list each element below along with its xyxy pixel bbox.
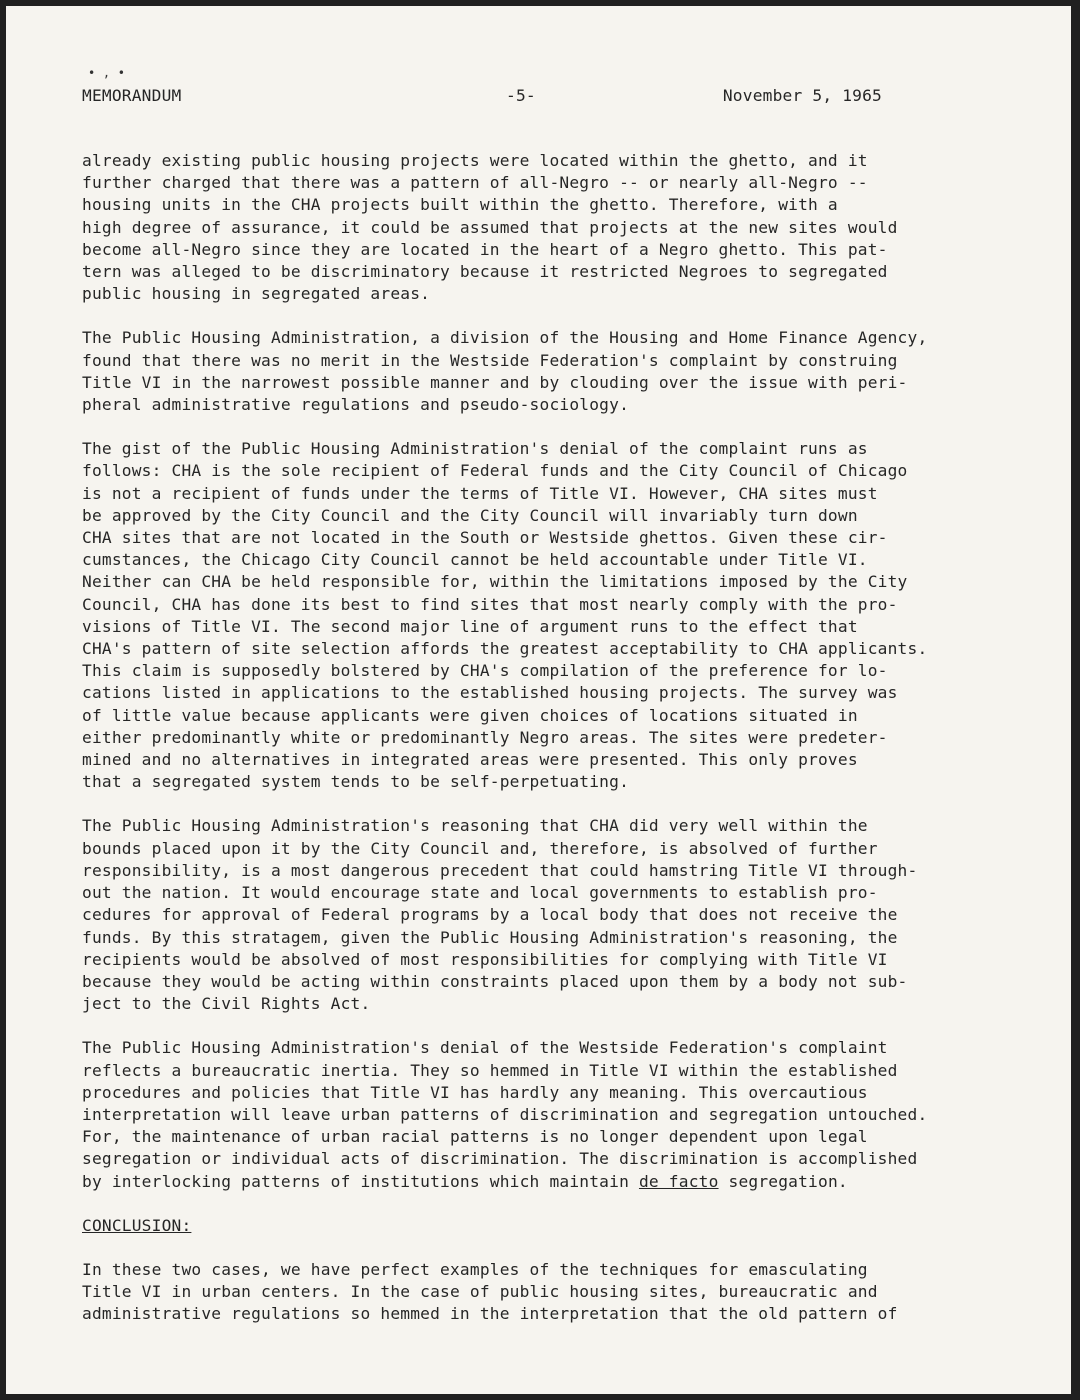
text-line: because they would be acting within constraints placed upon them by a body not sub- [82, 971, 908, 991]
text-line: The Public Housing Administration's denial of the Westside Federation's complaint [82, 1038, 888, 1058]
text-line: administrative regulations so hemmed in the interpretation that the old pattern of [82, 1304, 898, 1324]
text-line: CHA's pattern of site selection affords the greatest acceptability to CHA applicants. [82, 639, 928, 659]
conclusion-paragraph [82, 1259, 1002, 1326]
text-line: procedures and policies that Title VI has hardly any meaning. This overcautious [82, 1082, 868, 1102]
text-line: The gist of the Public Housing Administration's denial of the complaint runs as [82, 439, 868, 459]
text-line: This claim is supposedly bolstered by CHA's compilation of the preference for lo- [82, 661, 888, 681]
text-line: be approved by the City Council and the City Council will invariably turn down [82, 505, 858, 525]
paragraph [82, 1037, 1002, 1192]
page-number: -5- [506, 86, 536, 105]
text-line: high degree of assurance, it could be assumed that projects at the new sites would [82, 217, 898, 237]
text-line: bounds placed upon it by the City Council and, therefore, is absolved of further [82, 838, 878, 858]
text-line: pheral administrative regulations and pseudo-sociology. [82, 395, 630, 415]
text-line: The Public Housing Administration, a division of the Housing and Home Finance Agency, [82, 328, 928, 348]
text-line: Council, CHA has done its best to find sites that most nearly comply with the pro- [82, 594, 898, 614]
paragraph [82, 815, 1002, 1015]
memo-body [82, 150, 1002, 1348]
text-line: either predominantly white or predominantly Negro areas. The sites were predeter- [82, 727, 888, 747]
text-line: segregation or individual acts of discrimination. The discrimination is accomplished [82, 1149, 918, 1169]
conclusion-heading-block [82, 1215, 1002, 1237]
text-line: For, the maintenance of urban racial patterns is no longer dependent upon legal [82, 1127, 868, 1147]
text-line: housing units in the CHA projects built within the ghetto. Therefore, with a [82, 195, 838, 215]
text-line: Title VI in the narrowest possible manner and by clouding over the issue with peri- [82, 372, 908, 392]
text-line: reflects a bureaucratic inertia. They so hemmed in Title VI within the established [82, 1060, 898, 1080]
text-line: by interlocking patterns of institutions which maintain de facto segregation. [82, 1171, 848, 1191]
memo-date: November 5, 1965 [722, 86, 882, 105]
text-line: public housing in segregated areas. [82, 284, 431, 304]
text-line: Title VI in urban centers. In the case of public housing sites, bureaucratic and [82, 1282, 878, 1302]
text-line: become all-Negro since they are located in the heart of a Negro ghetto. This pat- [82, 239, 888, 259]
memo-header [82, 85, 882, 109]
text-line: visions of Title VI. The second major line of argument runs to the effect that [82, 616, 858, 636]
scan-marks: • , • [88, 66, 126, 80]
paragraph [82, 438, 1002, 793]
text-line: Neither can CHA be held responsible for, within the limitations imposed by the City [82, 572, 908, 592]
text-line: funds. By this stratagem, given the Public Housing Administration's reasoning, the [82, 927, 898, 947]
text-line: is not a recipient of funds under the terms of Title VI. However, CHA sites must [82, 483, 878, 503]
text-line: The Public Housing Administration's reasoning that CHA did very well within the [82, 816, 868, 836]
text-line: CHA sites that are not located in the South or Westside ghettos. Given these cir- [82, 528, 888, 548]
text-line: responsibility, is a most dangerous precedent that could hamstring Title VI through- [82, 860, 918, 880]
de-facto-term: de facto [638, 1171, 719, 1191]
memo-label: MEMORANDUM [82, 86, 182, 105]
text-line: tern was alleged to be discriminatory because it restricted Negroes to segregated [82, 262, 888, 282]
text-line: ject to the Civil Rights Act. [82, 994, 371, 1014]
text-line: recipients would be absolved of most responsibilities for complying with Title VI [82, 949, 888, 969]
text-line: interpretation will leave urban patterns of discrimination and segregation untouched. [82, 1104, 928, 1124]
text-line: found that there was no merit in the Westside Federation's complaint by construing [82, 350, 898, 370]
text-line: that a segregated system tends to be self-perpetuating. [82, 772, 630, 792]
text-line: further charged that there was a pattern of all-Negro -- or nearly all-Negro -- [82, 173, 868, 193]
text-line: cations listed in applications to the established housing projects. The survey was [82, 683, 898, 703]
text-line: follows: CHA is the sole recipient of Federal funds and the City Council of Chicago [82, 461, 908, 481]
conclusion-heading: CONCLUSION: [82, 1215, 192, 1235]
text-line: In these two cases, we have perfect examples of the techniques for emasculating [82, 1259, 868, 1279]
text-line: out the nation. It would encourage state and local governments to establish pro- [82, 883, 878, 903]
text-line: already existing public housing projects were located within the ghetto, and it [82, 151, 868, 170]
text-line: cedures for approval of Federal programs by a local body that does not receive the [82, 905, 898, 925]
text-line: of little value because applicants were given choices of locations situated in [82, 705, 858, 725]
text-line: cumstances, the Chicago City Council cannot be held accountable under Title VI. [82, 550, 868, 570]
text-line: mined and no alternatives in integrated areas were presented. This only proves [82, 750, 858, 770]
paragraph [82, 150, 1002, 305]
paragraph [82, 327, 1002, 416]
